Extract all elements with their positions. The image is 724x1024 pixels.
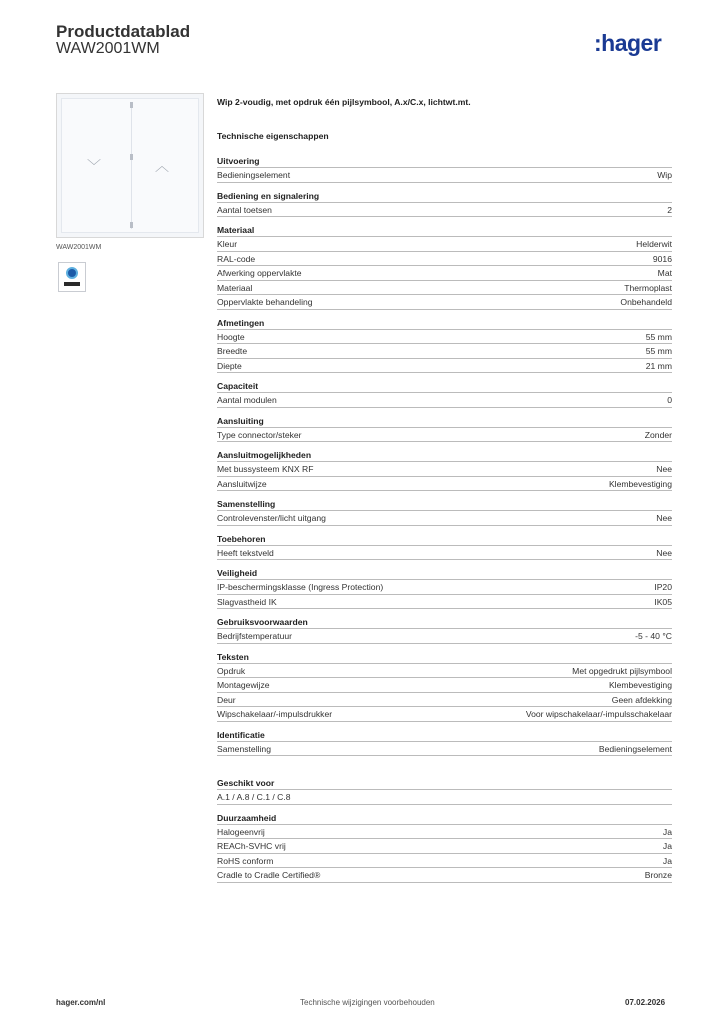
page-title: Productdatablad <box>56 22 191 41</box>
spec-value: Zonder <box>644 429 672 440</box>
hager-logo: :hager <box>594 30 662 56</box>
spec-row <box>217 295 672 310</box>
rocker-mark <box>130 102 133 108</box>
spec-row <box>217 203 672 218</box>
spec-label: A.1 / A.8 / C.1 / C.8 <box>217 792 291 802</box>
spec-row <box>217 330 672 345</box>
section-title: Veiligheid <box>217 568 672 580</box>
spec-value: Klembevestiging <box>608 478 672 489</box>
spec-value: Geen afdekking <box>611 694 672 705</box>
spec-label: Slagvastheid IK <box>217 596 277 607</box>
spec-label: Montagewijze <box>217 680 270 690</box>
spec-value: Ja <box>662 826 672 837</box>
section-title: Aansluiting <box>217 416 672 428</box>
spec-row <box>217 742 672 757</box>
spec-label: Oppervlakte behandeling <box>217 297 313 307</box>
spec-label: Type connector/steker <box>217 429 302 440</box>
spec-value: 0 <box>667 395 672 405</box>
spec-row <box>217 664 672 679</box>
spec-label: IP-beschermingsklasse (Ingress Protection) <box>217 582 384 592</box>
spec-row <box>217 359 672 374</box>
spec-label: Hoogte <box>217 331 245 342</box>
spec-label: Wipschakelaar/-impulsdrukker <box>217 709 333 719</box>
spec-label: Halogeenvrij <box>217 826 265 837</box>
footer-disclaimer: Technische wijzigingen voorbehouden <box>300 998 435 1007</box>
switch-plate <box>61 98 199 233</box>
section-title: Gebruiksvoorwaarden <box>217 617 672 629</box>
spec-label: Deur <box>217 694 236 705</box>
spec-label: Bedrijfstemperatuur <box>217 631 292 641</box>
product-description: Wip 2-voudig, met opdruk één pijlsymbool, A.x/C.x, lichtwt.mt. <box>217 97 471 107</box>
spec-row <box>217 344 672 359</box>
spec-label: Breedte <box>217 346 248 356</box>
spec-row <box>217 825 672 840</box>
rocker-mark <box>130 222 133 228</box>
spec-label: RoHS conform <box>217 855 274 866</box>
spec-label: Cradle to Cradle Certified® <box>217 870 321 880</box>
spec-row <box>217 511 672 526</box>
spec-value: Met opgedrukt pijlsymbool <box>572 665 672 676</box>
spec-value: 21 mm <box>645 360 672 371</box>
spec-row <box>217 854 672 869</box>
section-title: Teksten <box>217 652 672 664</box>
spec-value: Helderwit <box>636 239 672 249</box>
spec-value: Nee <box>656 547 672 558</box>
spec-value: Voor wipschakelaar/-impulsschakelaar <box>525 709 672 719</box>
section-title: Materiaal <box>217 225 672 237</box>
spec-row <box>217 678 672 693</box>
image-caption: WAW2001WM <box>56 244 102 251</box>
spec-label: Controlevenster/licht uitgang <box>217 513 326 523</box>
spec-label: Aansluitwijze <box>217 478 267 489</box>
spec-label: Bedieningselement <box>217 170 291 180</box>
spec-value: 55 mm <box>645 346 672 356</box>
spec-row <box>217 546 672 561</box>
spec-value: 55 mm <box>645 331 672 342</box>
spec-row <box>217 839 672 854</box>
rocker-split <box>131 102 132 229</box>
spec-row <box>217 428 672 443</box>
spec-value: Bedieningselement <box>598 743 672 754</box>
spec-row <box>217 868 672 883</box>
spec-value: Nee <box>656 464 672 474</box>
rocker-mark <box>130 154 133 160</box>
spec-value: Klembevestiging <box>608 680 672 690</box>
arrow-up-icon: ︿ <box>155 158 169 174</box>
section-title: Samenstelling <box>217 499 672 511</box>
spec-label: Opdruk <box>217 665 246 676</box>
footer-date: 07.02.2026 <box>625 998 666 1007</box>
spec-label: Afwerking oppervlakte <box>217 268 302 278</box>
spec-value: Wip <box>657 170 672 180</box>
spec-row <box>217 266 672 281</box>
spec-value: IP20 <box>654 582 672 592</box>
spec-value: Thermoplast <box>624 282 672 293</box>
spec-label: Aantal modulen <box>217 395 277 405</box>
spec-row <box>217 168 672 183</box>
product-code: WAW2001WM <box>56 40 160 57</box>
spec-label: Diepte <box>217 360 242 371</box>
spec-row <box>217 393 672 408</box>
product-image <box>56 93 204 238</box>
spec-label: Met bussysteem KNX RF <box>217 464 314 474</box>
spec-label: RAL-code <box>217 253 256 264</box>
certification-badge-icon <box>58 262 86 292</box>
spec-label: REACh-SVHC vrij <box>217 841 286 851</box>
spec-label: Aantal toetsen <box>217 204 272 215</box>
spec-label: Samenstelling <box>217 743 271 754</box>
spec-row <box>217 629 672 644</box>
spec-value: Nee <box>656 513 672 523</box>
arrow-down-icon: ﹀ <box>87 158 101 174</box>
spec-value: Ja <box>662 841 672 851</box>
spec-row <box>217 281 672 296</box>
spec-value: Onbehandeld <box>620 297 672 307</box>
section-title: Duurzaamheid <box>217 813 672 825</box>
section-title: Uitvoering <box>217 156 672 168</box>
spec-value: IK05 <box>654 596 672 607</box>
spec-row <box>217 252 672 267</box>
spec-label: Kleur <box>217 239 238 249</box>
section-title: Capaciteit <box>217 381 672 393</box>
section-title: Identificatie <box>217 730 672 742</box>
section-title: Geschikt voor <box>217 778 672 790</box>
spec-value: -5 - 40 °C <box>635 631 672 641</box>
spec-row <box>217 693 672 708</box>
spec-row <box>217 595 672 610</box>
spec-sections <box>217 156 672 883</box>
spec-row <box>217 237 672 252</box>
section-title: Bediening en signalering <box>217 191 672 203</box>
spec-label: Heeft tekstveld <box>217 547 274 558</box>
spec-row <box>217 790 672 805</box>
spec-value: Bronze <box>644 870 672 880</box>
spec-value: 2 <box>667 204 672 215</box>
footer-website: hager.com/nl <box>56 998 106 1007</box>
spec-row <box>217 462 672 477</box>
section-title: Afmetingen <box>217 318 672 330</box>
spec-row <box>217 580 672 595</box>
spec-value: Ja <box>662 855 672 866</box>
spec-row <box>217 707 672 722</box>
product-specs <box>217 97 672 883</box>
section-title: Aansluitmogelijkheden <box>217 450 672 462</box>
spec-label: Materiaal <box>217 282 253 293</box>
spec-value: Mat <box>657 268 672 278</box>
section-title: Toebehoren <box>217 534 672 546</box>
spec-value: 9016 <box>652 253 672 264</box>
spec-row <box>217 477 672 492</box>
tech-heading: Technische eigenschappen <box>217 131 329 141</box>
